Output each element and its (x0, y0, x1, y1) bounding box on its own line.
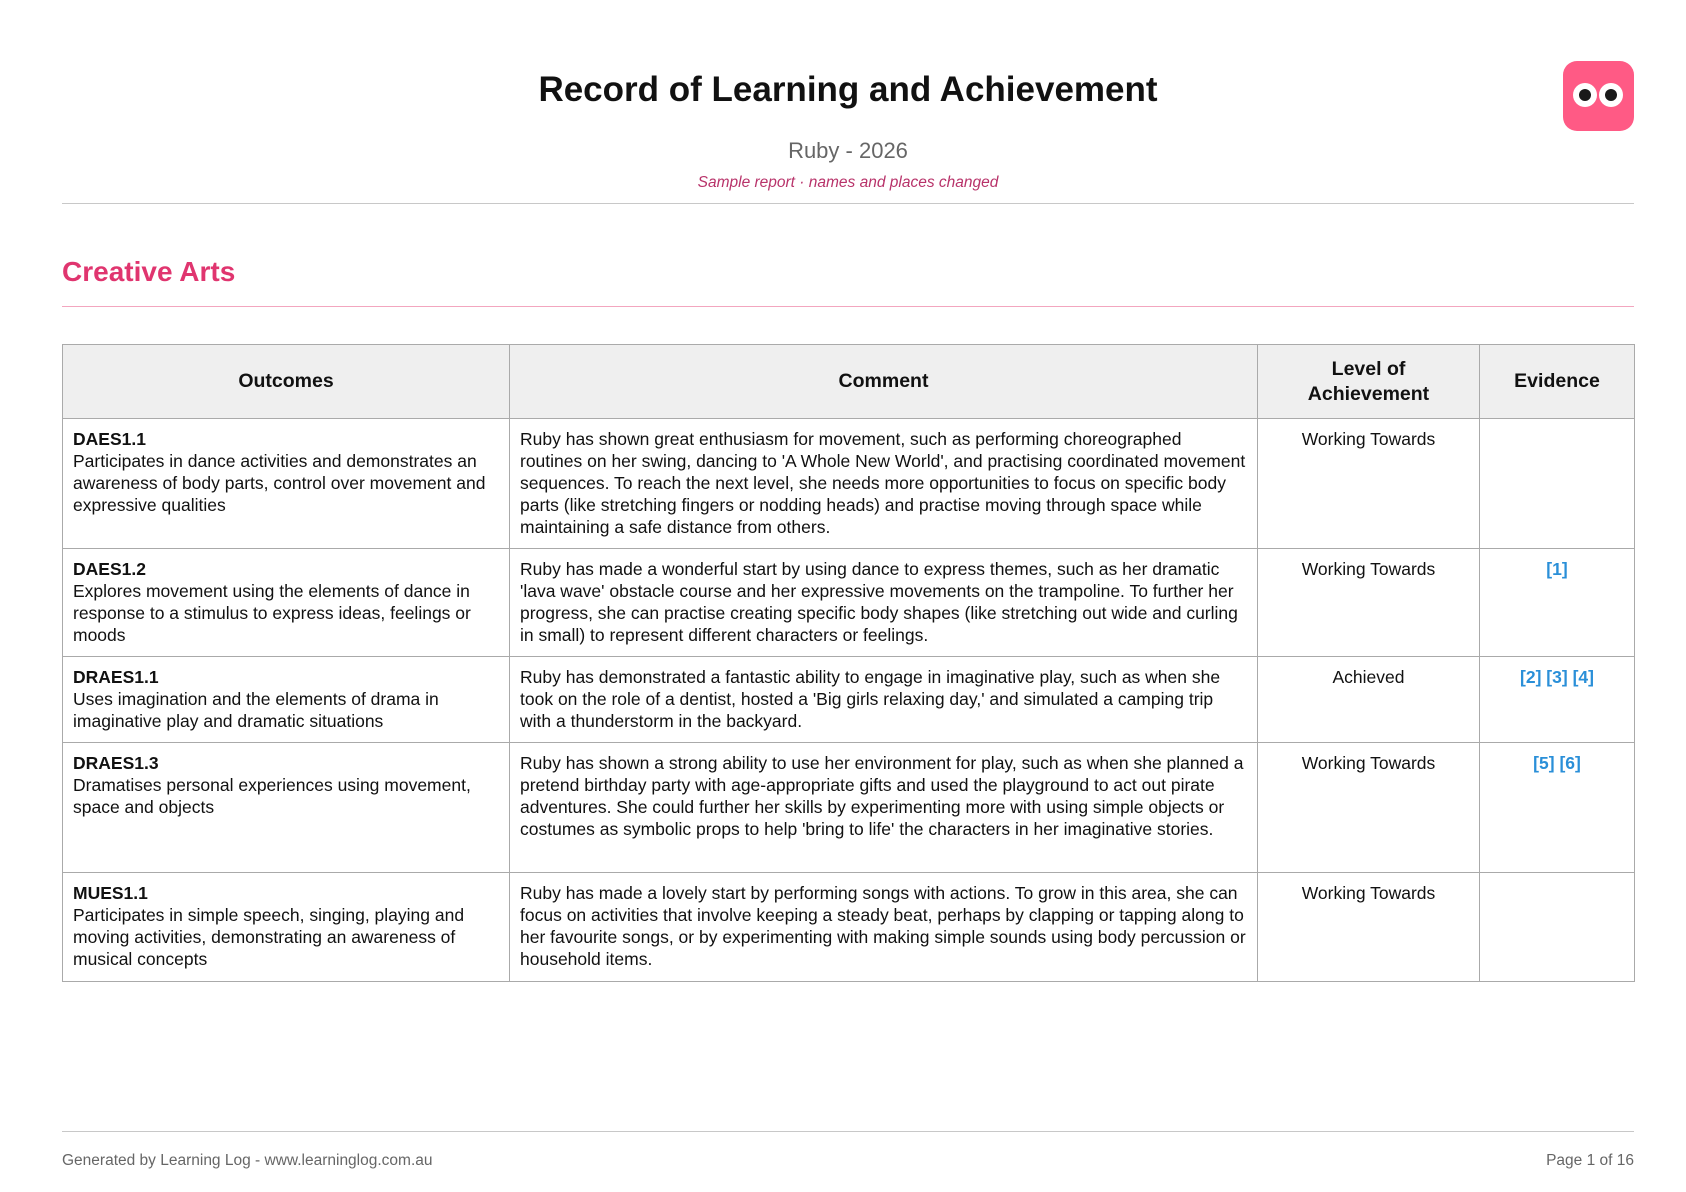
section-divider (62, 306, 1634, 307)
outcome-code: DRAES1.1 (73, 667, 159, 687)
footer-generated-by: Generated by Learning Log - www.learninglog.com.au (62, 1152, 433, 1169)
section-title: Creative Arts (62, 256, 236, 287)
evidence-link[interactable]: [6] (1559, 753, 1581, 773)
outcome-cell (63, 743, 510, 873)
outcome-cell (63, 873, 510, 982)
comment-cell: Ruby has demonstrated a fantastic ability to engage in imaginative play, such as when she took on the role of a dentist, hosted a 'Big girls relaxing day,' and simulated a camping trip with a thunderstorm in the backyard. (510, 657, 1258, 743)
comment-cell: Ruby has made a wonderful start by using dance to express themes, such as her dramatic 'lava wave' obstacle course and her expressive movements on the trampoline. To further her progress, she can practise creating specific body shapes (like stretching out wide and curling in small) to represent different characters or feelings. (510, 549, 1258, 657)
level-cell: Working Towards (1258, 873, 1480, 982)
evidence-link[interactable]: [1] (1546, 559, 1568, 579)
comment-cell: Ruby has shown great enthusiasm for movement, such as performing choreographed routines on her swing, dancing to 'A Whole New World', and practising coordinated movement sequences. To reach the next level, she needs more opportunities to focus on specific body parts (like stretching fingers or nodding heads) and practise moving through space while maintaining a safe distance from others. (510, 419, 1258, 549)
evidence-cell (1480, 743, 1635, 873)
header-divider (62, 203, 1634, 204)
outcomes-table (62, 344, 1635, 982)
footer-page-number: Page 1 of 16 (1546, 1152, 1634, 1169)
owl-eyes-logo-icon (1563, 61, 1634, 131)
level-cell: Working Towards (1258, 549, 1480, 657)
logo-left-eye (1573, 83, 1597, 107)
level-cell: Working Towards (1258, 419, 1480, 549)
table-row (63, 549, 1635, 657)
outcome-cell (63, 657, 510, 743)
footer-divider (62, 1131, 1634, 1132)
outcome-code: MUES1.1 (73, 883, 148, 903)
outcome-description: Participates in dance activities and demonstrates an awareness of body parts, control over movement and expressive qualities (73, 451, 486, 515)
evidence-link[interactable]: [5] (1533, 753, 1555, 773)
level-cell: Achieved (1258, 657, 1480, 743)
evidence-cell (1480, 419, 1635, 549)
outcome-description: Participates in simple speech, singing, playing and moving activities, demonstrating an awareness of musical concepts (73, 905, 465, 969)
evidence-cell (1480, 873, 1635, 982)
evidence-cell (1480, 657, 1635, 743)
outcome-description: Explores movement using the elements of dance in response to a stimulus to express ideas, feelings or moods (73, 581, 471, 645)
sample-note: Sample report · names and places changed (697, 174, 999, 191)
evidence-link[interactable]: [4] (1572, 667, 1594, 687)
outcome-code: DAES1.1 (73, 429, 146, 449)
table-row (63, 657, 1635, 743)
table-row (63, 743, 1635, 873)
comment-cell: Ruby has made a lovely start by performing songs with actions. To grow in this area, she can focus on activities that involve keeping a steady beat, perhaps by clapping or tapping along to her favourite songs, or by experimenting with making simple sounds using body percussion or household items. (510, 873, 1258, 982)
table-row (63, 419, 1635, 549)
outcome-code: DRAES1.3 (73, 753, 159, 773)
outcome-description: Dramatises personal experiences using movement, space and objects (73, 775, 471, 817)
column-header-outcomes: Outcomes (63, 345, 510, 419)
column-header-comment: Comment (510, 345, 1258, 419)
table-header-row (63, 345, 1635, 419)
level-cell: Working Towards (1258, 743, 1480, 873)
student-year-subtitle: Ruby - 2026 (788, 138, 908, 163)
page-title: Record of Learning and Achievement (538, 70, 1158, 109)
table-row (63, 873, 1635, 982)
comment-cell: Ruby has shown a strong ability to use her environment for play, such as when she planned a pretend birthday party with age-appropriate gifts and used the playground to act out pirate adventures. She could further her skills by experimenting more with using simple objects or costumes as symbolic props to help 'bring to life' the characters in her imaginative stories. (510, 743, 1258, 873)
outcome-description: Uses imagination and the elements of drama in imaginative play and dramatic situations (73, 689, 439, 731)
evidence-link[interactable]: [2] (1520, 667, 1542, 687)
logo-right-eye (1599, 83, 1623, 107)
outcome-cell (63, 549, 510, 657)
report-page (62, 0, 1634, 1192)
evidence-cell (1480, 549, 1635, 657)
outcome-code: DAES1.2 (73, 559, 146, 579)
outcome-cell (63, 419, 510, 549)
column-header-level: Level of Achievement (1258, 345, 1480, 419)
column-header-evidence: Evidence (1480, 345, 1635, 419)
evidence-link[interactable]: [3] (1546, 667, 1568, 687)
